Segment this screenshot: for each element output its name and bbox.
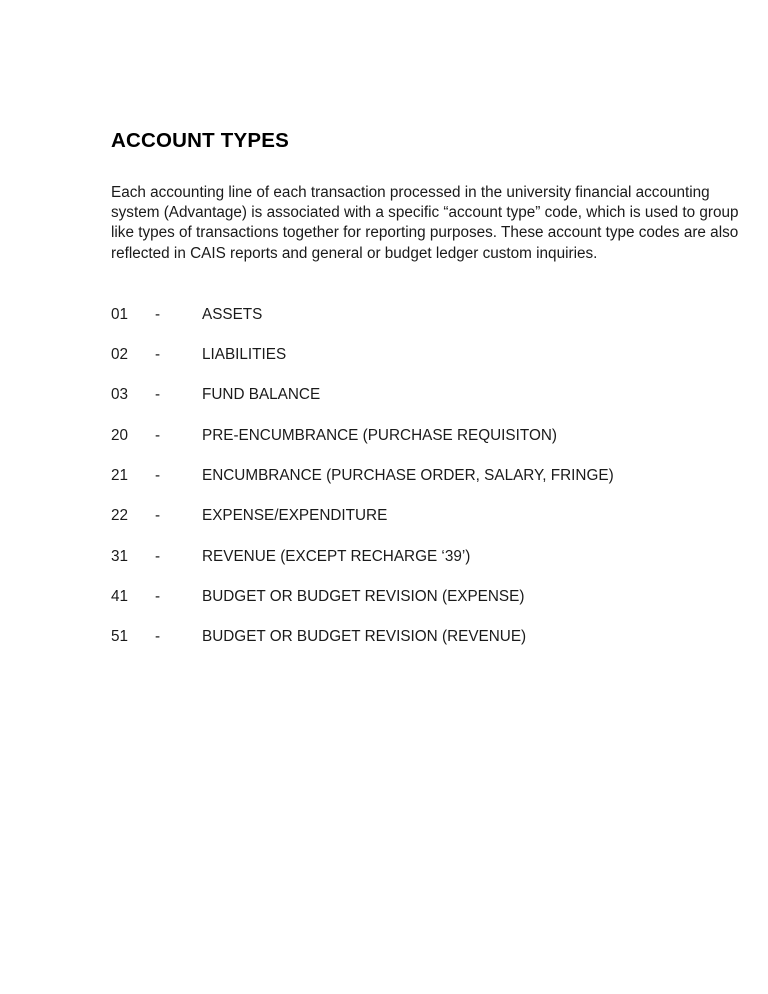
- account-type-code: 01: [111, 305, 129, 323]
- account-type-separator: -: [155, 507, 161, 525]
- account-type-row: [111, 345, 751, 385]
- account-type-code: 03: [111, 386, 129, 404]
- account-type-separator: -: [155, 346, 161, 364]
- account-type-row: [111, 587, 751, 627]
- account-type-code: 02: [111, 346, 129, 364]
- account-type-label: LIABILITIES: [202, 346, 287, 364]
- account-type-row: [111, 385, 751, 425]
- account-type-code: 22: [111, 507, 129, 525]
- account-type-separator: -: [155, 547, 161, 565]
- account-type-label: PRE-ENCUMBRANCE (PURCHASE REQUISITON): [202, 426, 557, 444]
- account-type-label: BUDGET OR BUDGET REVISION (EXPENSE): [202, 587, 525, 605]
- account-type-code: 21: [111, 467, 129, 484]
- account-type-label: EXPENSE/EXPENDITURE: [202, 507, 388, 525]
- account-type-separator: -: [155, 386, 161, 404]
- account-type-label: BUDGET OR BUDGET REVISION (REVENUE): [202, 628, 527, 646]
- account-type-label: REVENUE (EXCEPT RECHARGE ‘39’): [202, 547, 471, 565]
- account-type-separator: -: [155, 587, 161, 605]
- document-content: [111, 128, 751, 667]
- account-type-code: 31: [111, 547, 129, 565]
- intro-paragraph: Each accounting line of each transaction processed in the university financial accounting system (Advantage) is associated with a specific “account type” code, which is used to group like types of transactions together for reporting purposes. These account type codes are also reflected in CAIS reports and general or budget ledger custom inquiries.: [111, 184, 739, 262]
- account-type-row: [111, 506, 751, 546]
- account-type-separator: -: [155, 305, 161, 323]
- page-title: ACCOUNT TYPES: [111, 129, 290, 152]
- account-type-row: [111, 547, 751, 587]
- account-type-code: 51: [111, 628, 129, 646]
- account-type-row: [111, 305, 751, 345]
- account-type-code: 41: [111, 587, 129, 605]
- account-type-code: 20: [111, 426, 129, 444]
- account-type-row: [111, 426, 751, 466]
- account-type-label: ASSETS: [202, 305, 263, 323]
- account-type-label: FUND BALANCE: [202, 386, 321, 404]
- account-type-separator: -: [155, 467, 161, 484]
- account-type-row: [111, 627, 751, 667]
- account-type-row: [111, 466, 751, 506]
- account-type-separator: -: [155, 628, 161, 646]
- account-type-label: ENCUMBRANCE (PURCHASE ORDER, SALARY, FRINGE): [202, 467, 614, 484]
- account-type-separator: -: [155, 426, 161, 444]
- account-type-list: [111, 305, 751, 668]
